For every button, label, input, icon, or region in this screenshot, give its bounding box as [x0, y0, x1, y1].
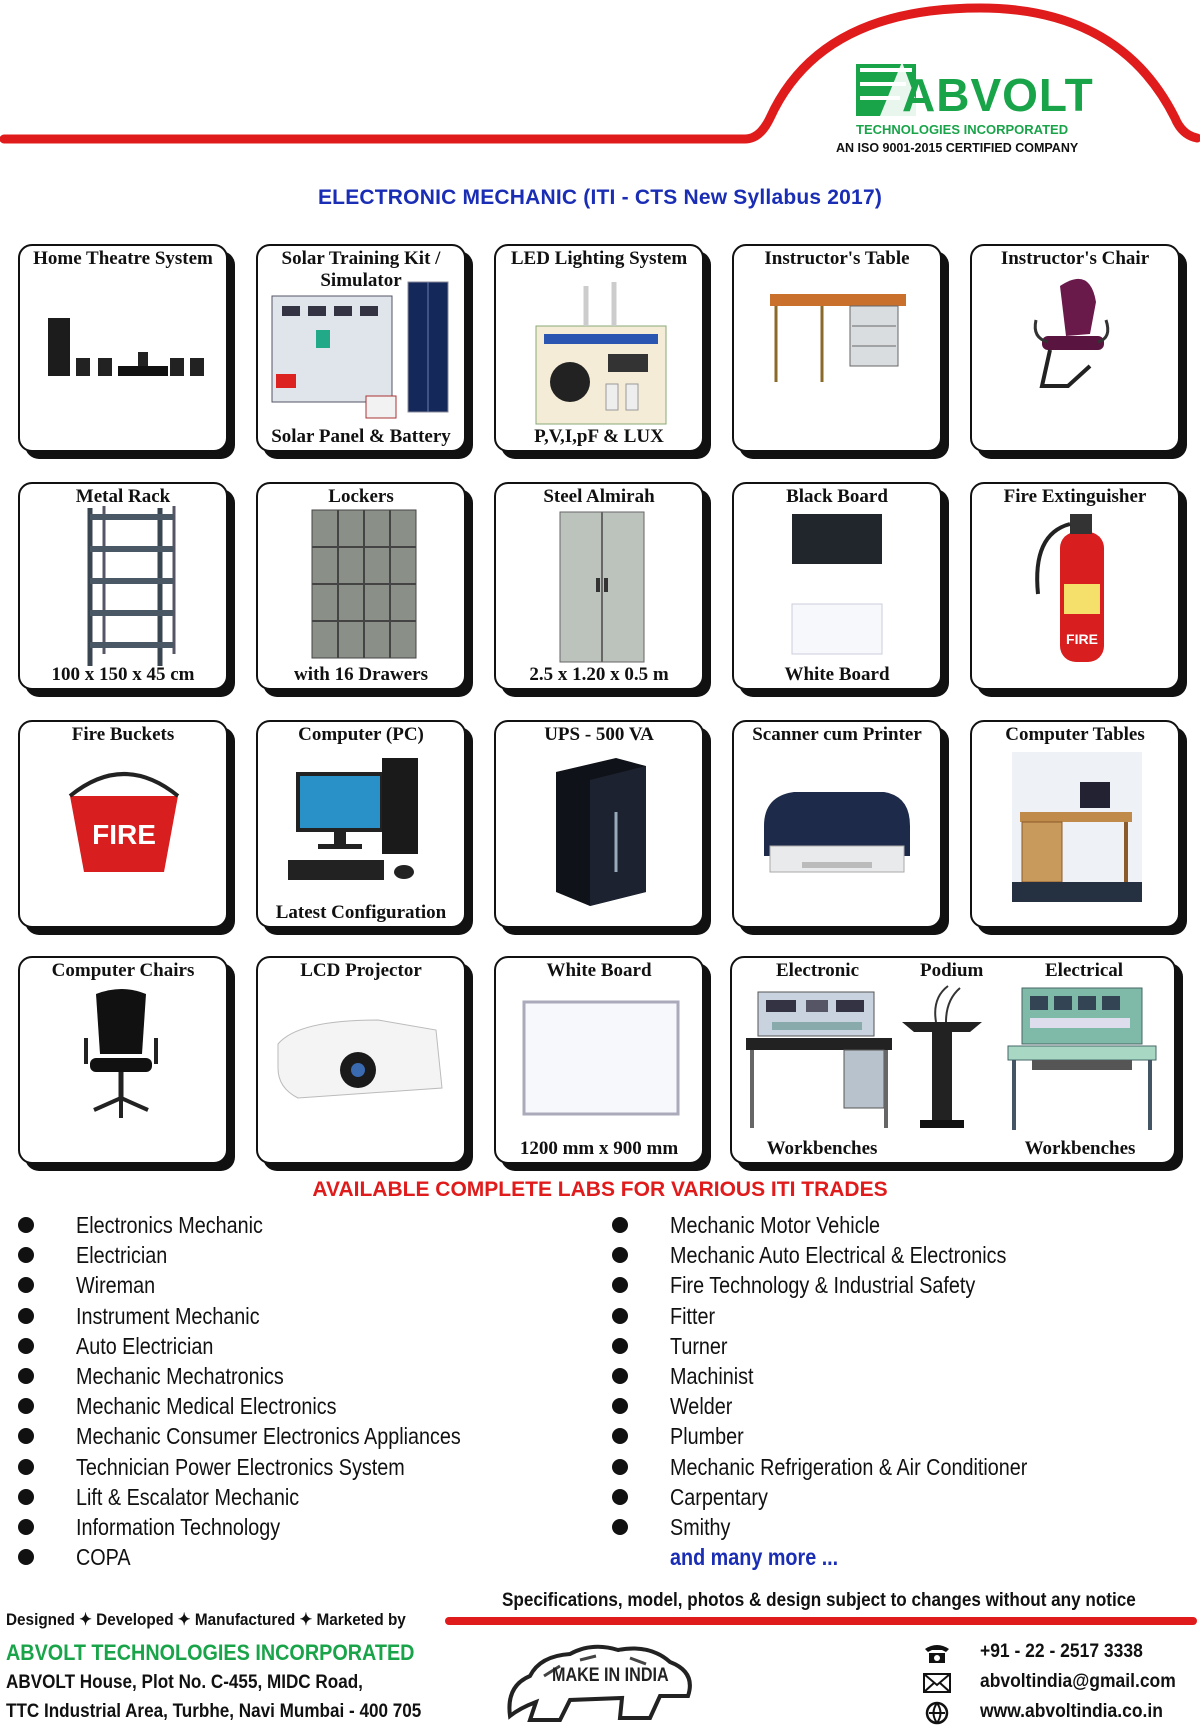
lab-name: Instrument Mechanic — [76, 1302, 260, 1329]
product-card — [970, 720, 1180, 928]
labs-list-right — [612, 1210, 1085, 1572]
lab-item — [18, 1421, 523, 1451]
lab-item — [612, 1361, 1085, 1391]
lab-item — [18, 1331, 523, 1361]
almirah-icon — [496, 484, 704, 690]
bullet-icon — [18, 1519, 34, 1535]
caption-workbenches-left: Workbenches — [766, 1138, 878, 1159]
lab-item — [612, 1452, 1085, 1482]
home-theatre-icon — [20, 246, 228, 452]
product-card — [256, 720, 466, 928]
product-spec: 1200 mm x 900 mm — [519, 1138, 679, 1159]
lab-item — [18, 1482, 523, 1512]
lab-item — [612, 1240, 1085, 1270]
product-name: Scanner cum Printer — [752, 724, 922, 745]
lab-item — [18, 1301, 523, 1331]
lab-item — [18, 1391, 523, 1421]
footer-address-1: ABVOLT House, Plot No. C-455, MIDC Road, — [6, 1672, 363, 1693]
bullet-icon — [18, 1247, 34, 1263]
boards-icon — [734, 484, 942, 690]
bullet-icon — [612, 1428, 628, 1444]
product-card — [494, 482, 704, 690]
bullet-icon — [612, 1368, 628, 1384]
lab-name: Mechanic Auto Electrical & Electronics — [670, 1242, 1007, 1269]
product-card — [494, 720, 704, 928]
lab-name: Mechanic Mechatronics — [76, 1362, 284, 1389]
lab-name: Mechanic Consumer Electronics Appliances — [76, 1423, 461, 1450]
product-card — [732, 244, 942, 452]
fire-bucket-icon — [20, 722, 228, 928]
lab-name: Mechanic Refrigeration & Air Conditioner — [670, 1453, 1028, 1480]
workbench-card — [730, 956, 1176, 1164]
bullet-icon — [18, 1308, 34, 1324]
logo-wordmark: ABVOLT — [902, 69, 1094, 121]
email-icon — [922, 1671, 952, 1695]
product-card — [18, 482, 228, 690]
labs-list-left — [18, 1210, 523, 1572]
logo-subtitle: TECHNOLOGIES INCORPORATED — [856, 122, 1069, 137]
footer-email: abvoltindia@gmail.com — [980, 1671, 1176, 1692]
lab-item — [18, 1210, 523, 1240]
ups-icon — [496, 722, 704, 928]
product-card — [18, 956, 228, 1164]
bullet-icon — [612, 1277, 628, 1293]
footer-address-2: TTC Industrial Area, Turbhe, Navi Mumbai - 400 705 — [6, 1701, 422, 1722]
projector-icon — [258, 958, 466, 1164]
footer-divider — [445, 1617, 1197, 1625]
lab-name: Mechanic Medical Electronics — [76, 1393, 337, 1420]
more-labs-text: and many more ... — [670, 1544, 839, 1571]
web-icon — [922, 1701, 952, 1725]
extinguisher-label: FIRE — [1066, 631, 1098, 647]
product-name: Steel Almirah — [543, 486, 655, 507]
chair-icon — [972, 246, 1180, 452]
footer-tagline: Designed ✦ Developed ✦ Manufactured ✦ Marketed by — [6, 1610, 406, 1629]
product-name: Black Board — [786, 486, 888, 507]
make-in-india-text: MAKE IN INDIA — [552, 1665, 669, 1686]
bullet-icon — [612, 1308, 628, 1324]
whiteboard-icon — [496, 958, 704, 1164]
bullet-icon — [612, 1489, 628, 1505]
product-card — [256, 482, 466, 690]
product-card — [732, 482, 942, 690]
footer-phone: +91 - 22 - 2517 3338 — [980, 1641, 1143, 1662]
caption-electronic: Electronic — [776, 960, 860, 981]
certification-text: AN ISO 9001-2015 CERTIFIED COMPANY — [836, 141, 1079, 155]
computer-icon — [258, 722, 466, 928]
bullet-icon — [18, 1549, 34, 1565]
product-name: Instructor's Chair — [1000, 248, 1150, 269]
lab-name: Lift & Escalator Mechanic — [76, 1483, 300, 1510]
product-name: Solar Training Kit / Simulator — [281, 248, 441, 291]
lab-name: Carpentary — [670, 1483, 768, 1510]
lab-item — [18, 1512, 523, 1542]
product-card — [494, 956, 704, 1164]
bullet-icon — [18, 1338, 34, 1354]
bullet-icon — [612, 1338, 628, 1354]
lab-name: Electronics Mechanic — [76, 1212, 263, 1238]
printer-icon — [734, 722, 942, 928]
product-card — [18, 720, 228, 928]
lab-item — [612, 1391, 1085, 1421]
product-spec: Solar Panel & Battery — [271, 426, 451, 447]
product-card — [256, 244, 466, 452]
lab-item — [612, 1301, 1085, 1331]
office-chair-icon — [20, 958, 228, 1164]
bullet-icon — [612, 1398, 628, 1414]
product-card — [970, 244, 1180, 452]
product-spec: with 16 Drawers — [293, 664, 429, 685]
lab-item — [18, 1542, 523, 1572]
lab-item — [18, 1452, 523, 1482]
lab-item — [612, 1331, 1085, 1361]
product-name: LED Lighting System — [510, 248, 688, 269]
product-name: Computer (PC) — [298, 724, 424, 745]
product-card — [732, 720, 942, 928]
caption-workbenches-right: Workbenches — [1024, 1138, 1136, 1159]
product-name: White Board — [546, 960, 652, 981]
product-name: Computer Chairs — [51, 960, 195, 981]
lab-name: Smithy — [670, 1513, 731, 1540]
bullet-icon — [612, 1459, 628, 1475]
product-name: Instructor's Table — [764, 248, 910, 269]
product-spec: White Board — [784, 664, 890, 685]
product-spec: P,V,I,pF & LUX — [534, 426, 664, 447]
product-name: Computer Tables — [1005, 724, 1145, 745]
page-title: ELECTRONIC MECHANIC (ITI - CTS New Syllabus 2017) — [317, 186, 883, 209]
caption-electrical: Electrical — [1045, 960, 1124, 981]
footer-company: ABVOLT TECHNOLOGIES INCORPORATED — [6, 1640, 415, 1665]
lab-name: Auto Electrician — [76, 1332, 214, 1359]
lab-item — [612, 1210, 1085, 1240]
bullet-icon — [18, 1398, 34, 1414]
lab-name: Technician Power Electronics System — [76, 1453, 405, 1480]
product-card — [970, 482, 1180, 690]
lab-name: Fitter — [670, 1302, 716, 1329]
product-card — [494, 244, 704, 452]
labs-title: AVAILABLE COMPLETE LABS FOR VARIOUS ITI TRADES — [312, 1178, 888, 1201]
lab-name: Turner — [670, 1332, 728, 1359]
bullet-icon — [18, 1277, 34, 1293]
lab-name: Information Technology — [76, 1513, 281, 1540]
led-trainer-icon — [496, 246, 704, 452]
bullet-icon — [18, 1428, 34, 1444]
lab-name: Plumber — [670, 1423, 744, 1450]
product-spec: Latest Configuration — [275, 902, 447, 923]
lab-item — [612, 1421, 1085, 1451]
bucket-label: FIRE — [92, 819, 156, 850]
lab-name: Electrician — [76, 1242, 168, 1269]
product-name: Home Theatre System — [33, 248, 213, 269]
lab-name: Wireman — [76, 1272, 156, 1299]
bullet-icon — [612, 1519, 628, 1535]
workbench-icon — [732, 958, 1176, 1164]
footer-website: www.abvoltindia.co.in — [980, 1701, 1163, 1722]
lab-item — [612, 1482, 1085, 1512]
notice-text: Specifications, model, photos & design subject to changes without any notice — [502, 1590, 1136, 1611]
lab-item — [18, 1270, 523, 1300]
lab-name: Welder — [670, 1393, 733, 1420]
bullet-icon — [612, 1247, 628, 1263]
product-name: Metal Rack — [75, 486, 171, 507]
lab-name: COPA — [76, 1544, 131, 1571]
lab-name: Mechanic Motor Vehicle — [670, 1212, 881, 1238]
product-name: Fire Extinguisher — [1003, 486, 1147, 507]
lab-item — [18, 1361, 523, 1391]
lab-item — [18, 1240, 523, 1270]
bullet-icon — [18, 1368, 34, 1384]
product-card — [18, 244, 228, 452]
table-icon — [734, 246, 942, 452]
lockers-icon — [258, 484, 466, 690]
lab-item — [612, 1270, 1085, 1300]
product-name: Lockers — [328, 486, 394, 507]
extinguisher-icon — [972, 484, 1180, 690]
phone-icon — [922, 1641, 952, 1665]
product-spec: 2.5 x 1.20 x 0.5 m — [529, 664, 669, 685]
product-card — [256, 956, 466, 1164]
bullet-icon — [18, 1459, 34, 1475]
lab-name: Machinist — [670, 1362, 754, 1389]
computer-table-icon — [972, 722, 1180, 928]
product-spec: 100 x 150 x 45 cm — [51, 664, 195, 685]
product-name: LCD Projector — [300, 960, 422, 981]
rack-icon — [20, 484, 228, 690]
product-name: UPS - 500 VA — [544, 724, 654, 745]
caption-podium: Podium — [920, 960, 984, 981]
product-name: Fire Buckets — [71, 724, 175, 745]
bullet-icon — [18, 1489, 34, 1505]
lab-name: Fire Technology & Industrial Safety — [670, 1272, 976, 1299]
lab-more — [612, 1542, 1085, 1572]
bullet-icon — [18, 1217, 34, 1233]
lab-item — [612, 1512, 1085, 1542]
bullet-icon — [612, 1217, 628, 1233]
